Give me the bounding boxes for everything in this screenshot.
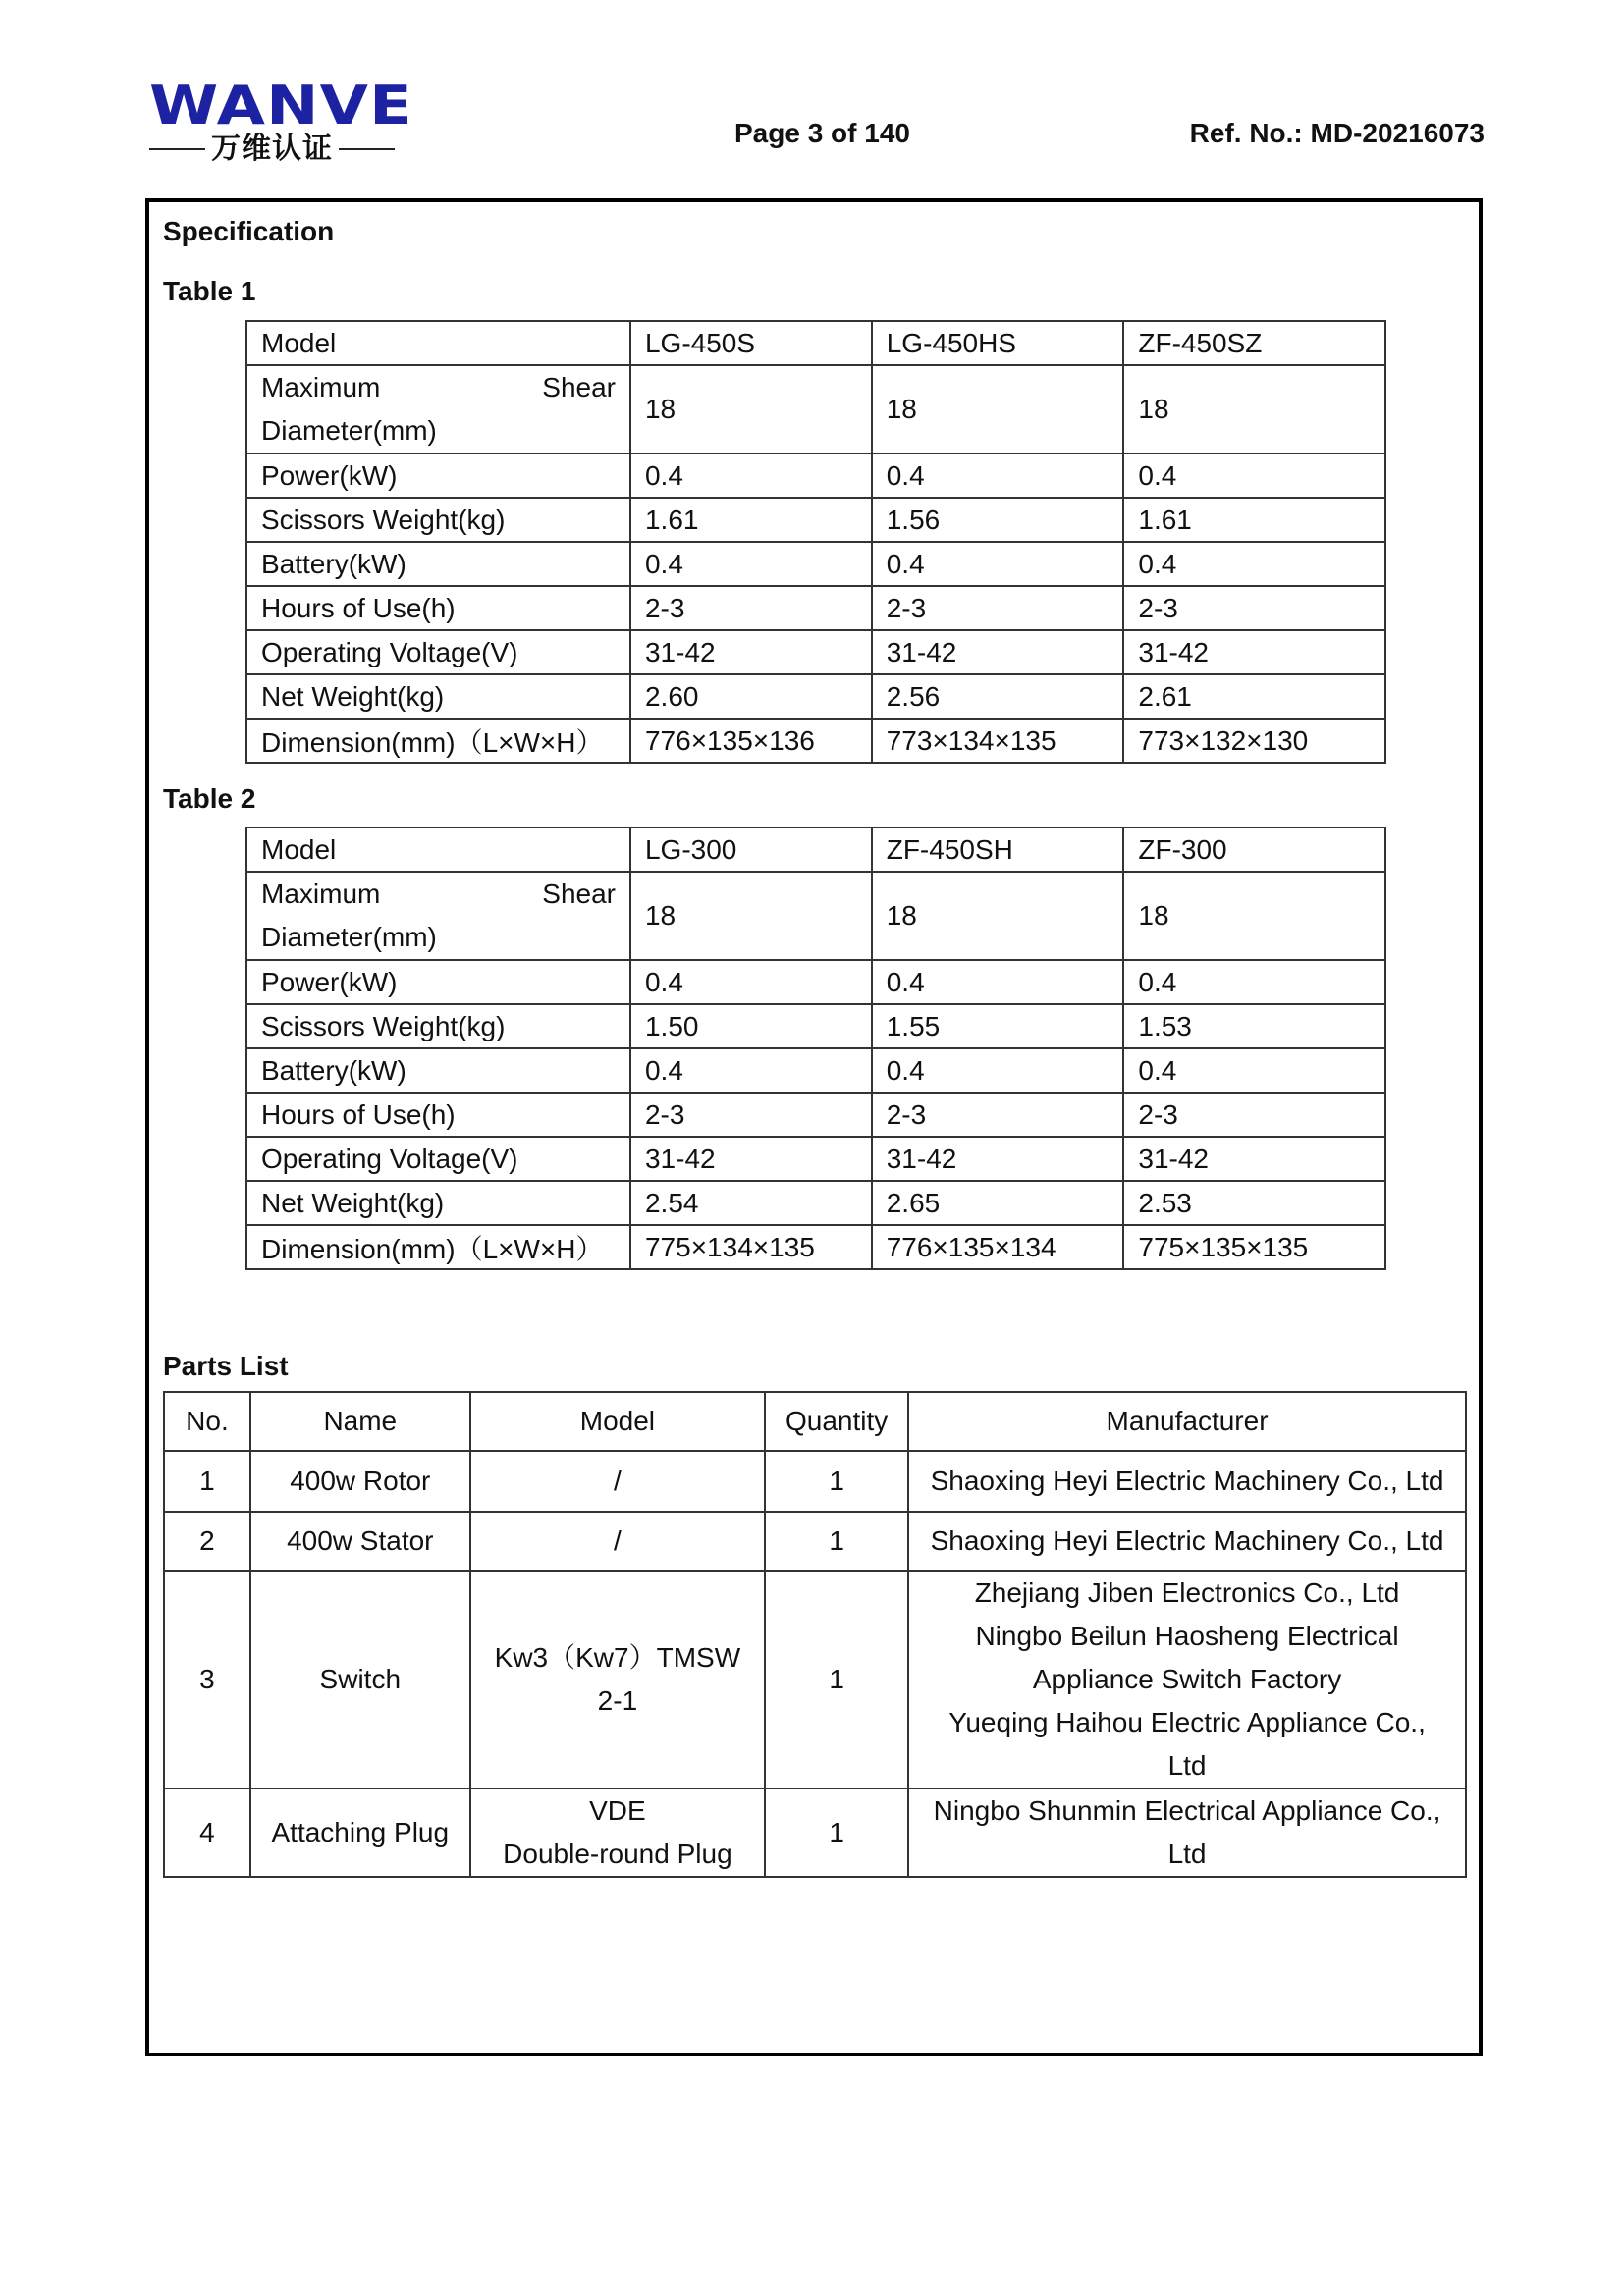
value-cell: 1.55 <box>872 1004 1124 1048</box>
table-row <box>164 1451 1466 1512</box>
value-cell: 1.61 <box>630 498 872 542</box>
label-part: Maximum <box>261 372 381 402</box>
table-row <box>246 454 1385 498</box>
manufacturer-line: Zhejiang Jiben Electronics Co., Ltd <box>974 1577 1400 1608</box>
row-label: Dimension(mm)（L×W×H） <box>246 719 630 763</box>
table-row <box>246 542 1385 586</box>
label-part: Shear <box>542 372 616 402</box>
model-line: 2-1 <box>597 1685 638 1716</box>
value-cell: 0.4 <box>872 1048 1124 1093</box>
value-cell: 1.56 <box>872 498 1124 542</box>
value-cell: 31-42 <box>630 630 872 674</box>
table-row <box>246 498 1385 542</box>
row-label: Hours of Use(h) <box>246 586 630 630</box>
value-cell: 18 <box>872 365 1124 454</box>
value-cell: 2.54 <box>630 1181 872 1225</box>
value-cell: 0.4 <box>872 960 1124 1004</box>
quantity-cell: 1 <box>765 1451 908 1512</box>
table-row <box>246 630 1385 674</box>
name-cell: 400w Rotor <box>250 1451 470 1512</box>
manufacturer-cell: Shaoxing Heyi Electric Machinery Co., Ltd <box>908 1512 1466 1571</box>
table-row <box>246 1181 1385 1225</box>
value-cell: 773×132×130 <box>1123 719 1385 763</box>
label-part: Shear <box>542 879 616 909</box>
manufacturer-cell: Shaoxing Heyi Electric Machinery Co., Ltd <box>908 1451 1466 1512</box>
value-cell: 0.4 <box>872 454 1124 498</box>
value-cell: 18 <box>630 872 872 960</box>
value-cell: 0.4 <box>630 454 872 498</box>
value-cell: 0.4 <box>630 960 872 1004</box>
model-cell: ZF-300 <box>1123 828 1385 872</box>
page-number: Page 3 of 140 <box>734 118 910 148</box>
model-cell: ZF-450SH <box>872 828 1124 872</box>
row-label: Net Weight(kg) <box>246 674 630 719</box>
quantity-cell: 1 <box>765 1571 908 1789</box>
value-cell: 775×135×135 <box>1123 1225 1385 1269</box>
value-cell: 0.4 <box>1123 454 1385 498</box>
value-cell: 31-42 <box>872 630 1124 674</box>
spec-table-1 <box>245 320 1386 764</box>
no-cell: 3 <box>164 1571 250 1789</box>
column-header-model: Model <box>470 1392 766 1451</box>
table-row <box>246 674 1385 719</box>
value-cell: 31-42 <box>630 1137 872 1181</box>
label-part: Maximum <box>261 879 381 909</box>
table-row <box>246 719 1385 763</box>
row-label: Model <box>246 321 630 365</box>
value-cell: 2-3 <box>1123 586 1385 630</box>
name-cell: 400w Stator <box>250 1512 470 1571</box>
name-cell: Attaching Plug <box>250 1789 470 1877</box>
value-cell: 1.61 <box>1123 498 1385 542</box>
manufacturer-cell <box>908 1571 1466 1789</box>
row-label: Scissors Weight(kg) <box>246 498 630 542</box>
parts-list-label: Parts List <box>163 1351 289 1381</box>
value-cell: 31-42 <box>1123 630 1385 674</box>
row-label <box>246 872 630 960</box>
column-header-name: Name <box>250 1392 470 1451</box>
value-cell: 0.4 <box>872 542 1124 586</box>
model-line: Double-round Plug <box>503 1839 732 1869</box>
spec-table-2 <box>245 827 1386 1270</box>
logo-rule-right <box>339 148 395 150</box>
reference-number: Ref. No.: MD-20216073 <box>1189 118 1485 148</box>
table-row <box>164 1789 1466 1877</box>
row-label: Scissors Weight(kg) <box>246 1004 630 1048</box>
quantity-cell: 1 <box>765 1789 908 1877</box>
value-cell: 31-42 <box>1123 1137 1385 1181</box>
manufacturer-line: Yueqing Haihou Electric Appliance Co., <box>948 1707 1426 1737</box>
manufacturer-line: Ningbo Shunmin Electrical Appliance Co., <box>933 1795 1441 1826</box>
table-row-model <box>246 321 1385 365</box>
table-row <box>246 586 1385 630</box>
model-cell: / <box>470 1512 766 1571</box>
manufacturer-line: Appliance Switch Factory <box>1032 1664 1342 1694</box>
no-cell: 2 <box>164 1512 250 1571</box>
quantity-cell: 1 <box>765 1512 908 1571</box>
value-cell: 2-3 <box>630 586 872 630</box>
value-cell: 776×135×136 <box>630 719 872 763</box>
value-cell: 2-3 <box>872 1093 1124 1137</box>
row-label <box>246 365 630 454</box>
value-cell: 0.4 <box>1123 1048 1385 1093</box>
no-cell: 4 <box>164 1789 250 1877</box>
no-cell: 1 <box>164 1451 250 1512</box>
value-cell: 0.4 <box>1123 960 1385 1004</box>
value-cell: 18 <box>1123 365 1385 454</box>
table-row-model <box>246 828 1385 872</box>
row-label: Net Weight(kg) <box>246 1181 630 1225</box>
column-header-quantity: Quantity <box>765 1392 908 1451</box>
row-label: Dimension(mm)（L×W×H） <box>246 1225 630 1269</box>
label-part: Diameter(mm) <box>261 415 437 446</box>
model-cell <box>470 1571 766 1789</box>
value-cell: 773×134×135 <box>872 719 1124 763</box>
parts-list-table <box>163 1391 1467 1878</box>
model-cell: LG-450HS <box>872 321 1124 365</box>
manufacturer-line: Ningbo Beilun Haosheng Electrical <box>975 1621 1399 1651</box>
logo-rule-left <box>149 148 205 150</box>
value-cell: 0.4 <box>630 542 872 586</box>
company-logo <box>149 75 413 167</box>
table-row <box>164 1512 1466 1571</box>
column-header-no: No. <box>164 1392 250 1451</box>
table-row <box>246 1137 1385 1181</box>
manufacturer-cell <box>908 1789 1466 1877</box>
value-cell: 2.53 <box>1123 1181 1385 1225</box>
value-cell: 1.50 <box>630 1004 872 1048</box>
logo-chinese-text: 万维认证 <box>211 132 333 166</box>
table-row <box>246 1004 1385 1048</box>
value-cell: 18 <box>872 872 1124 960</box>
value-cell: 2.56 <box>872 674 1124 719</box>
model-cell <box>470 1789 766 1877</box>
table-row <box>246 1225 1385 1269</box>
value-cell: 18 <box>1123 872 1385 960</box>
table-row <box>246 872 1385 960</box>
logo-subtitle <box>149 133 395 165</box>
label-part: Diameter(mm) <box>261 922 437 952</box>
model-line: VDE <box>589 1795 646 1826</box>
table-header-row <box>164 1392 1466 1451</box>
value-cell: 18 <box>630 365 872 454</box>
value-cell: 2.61 <box>1123 674 1385 719</box>
table-row <box>164 1571 1466 1789</box>
row-label: Power(kW) <box>246 454 630 498</box>
row-label: Battery(kW) <box>246 542 630 586</box>
value-cell: 0.4 <box>1123 542 1385 586</box>
row-label: Hours of Use(h) <box>246 1093 630 1137</box>
value-cell: 2.60 <box>630 674 872 719</box>
manufacturer-line: Ltd <box>1167 1750 1207 1781</box>
value-cell: 775×134×135 <box>630 1225 872 1269</box>
row-label: Model <box>246 828 630 872</box>
row-label: Battery(kW) <box>246 1048 630 1093</box>
model-cell: / <box>470 1451 766 1512</box>
name-cell: Switch <box>250 1571 470 1789</box>
value-cell: 0.4 <box>630 1048 872 1093</box>
table-row <box>246 960 1385 1004</box>
value-cell: 776×135×134 <box>872 1225 1124 1269</box>
manufacturer-line: Ltd <box>1167 1839 1207 1869</box>
row-label: Operating Voltage(V) <box>246 630 630 674</box>
row-label: Power(kW) <box>246 960 630 1004</box>
row-label: Operating Voltage(V) <box>246 1137 630 1181</box>
table2-label: Table 2 <box>163 783 256 814</box>
value-cell: 2.65 <box>872 1181 1124 1225</box>
model-cell: ZF-450SZ <box>1123 321 1385 365</box>
value-cell: 31-42 <box>872 1137 1124 1181</box>
logo-wordmark: WANVE <box>149 75 413 136</box>
value-cell: 2-3 <box>630 1093 872 1137</box>
value-cell: 2-3 <box>872 586 1124 630</box>
model-cell: LG-450S <box>630 321 872 365</box>
section-title: Specification <box>163 216 335 246</box>
model-cell: LG-300 <box>630 828 872 872</box>
table-row <box>246 1048 1385 1093</box>
value-cell: 1.53 <box>1123 1004 1385 1048</box>
value-cell: 2-3 <box>1123 1093 1385 1137</box>
table1-label: Table 1 <box>163 276 256 306</box>
column-header-manufacturer: Manufacturer <box>908 1392 1466 1451</box>
table-row <box>246 365 1385 454</box>
model-line: Kw3（Kw7）TMSW <box>494 1642 741 1673</box>
table-row <box>246 1093 1385 1137</box>
